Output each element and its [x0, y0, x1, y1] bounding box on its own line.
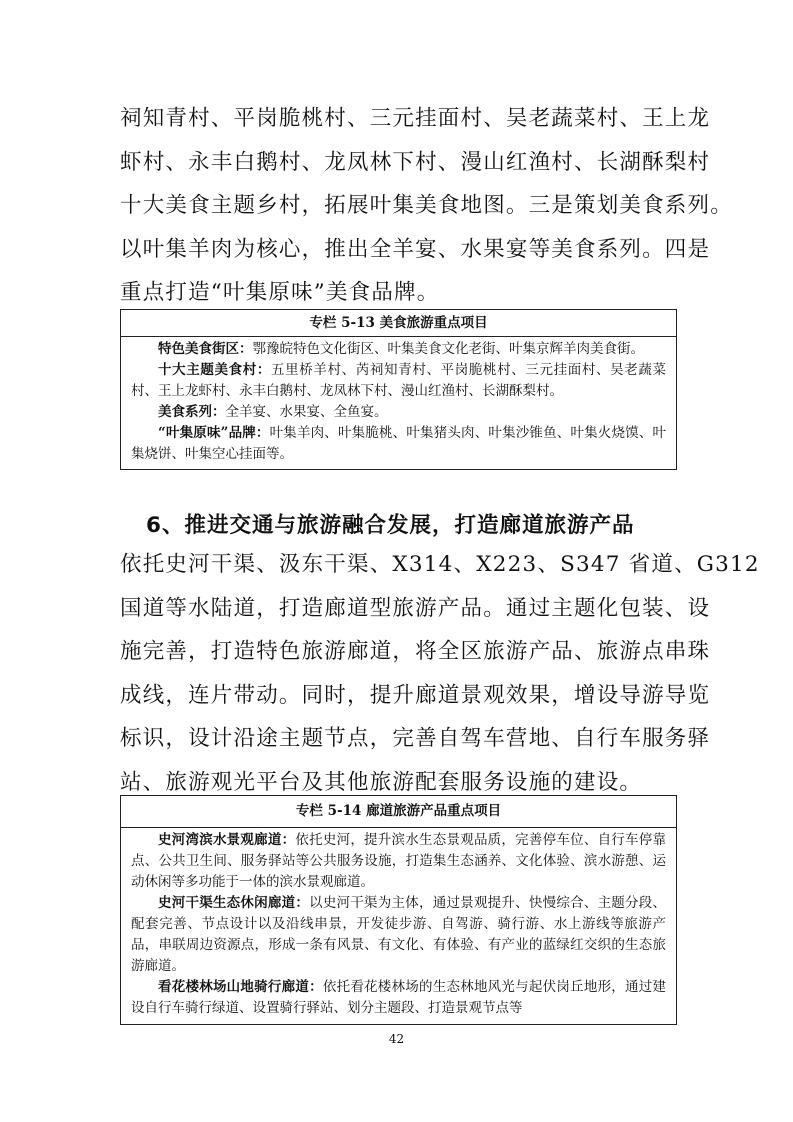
- section-heading: 6、推进交通与旅游融合发展，打造廊道旅游产品: [146, 513, 635, 538]
- box-title: 专栏 5-14 廊道旅游产品重点项目: [121, 796, 676, 828]
- box-item-text: 五里桥羊村、芮祠知青村、平岗脆桃村、三元挂面村、吴老蔬菜村、王上龙虾村、永丰白鹅村、龙凤林下村、漫山红渔村、长湖酥梨村。: [131, 362, 667, 399]
- box-item-label: 十大主题美食村：: [158, 362, 272, 378]
- box-item-text: 依托史河，提升滨水生态景观品质，完善停车位、自行车停靠点、公共卫生间、服务驿站等公共服务设施，打造集生态涵养、文化体验、滨水游憩、运动休闲等多功能于一体的滨水景观廊道。: [131, 832, 667, 890]
- box-item-text: 叶集羊肉、叶集脆桃、叶集猪头肉、叶集沙锥鱼、叶集火烧馍、叶集烧饼、叶集空心挂面等。: [131, 425, 667, 462]
- text-line: 站、旅游观光平台及其他旅游配套服务设施的建设。: [120, 769, 643, 795]
- box-body: [121, 337, 676, 469]
- text-line: 标识，设计沿途主题节点，完善自驾车营地、自行车服务驿: [120, 726, 711, 751]
- box-item: [131, 830, 666, 893]
- body-paragraph-2: [120, 543, 760, 804]
- box-item-label: 史河湾滨水景观廊道：: [158, 832, 296, 848]
- text-line: 虾村、永丰白鹅村、龙凤林下村、漫山红渔村、长湖酥梨村: [120, 149, 711, 175]
- box-item: [131, 893, 666, 977]
- box-item-text: 以史河干渠为主体，通过景观提升、快慢综合、主题分段、配套完善、节点设计以及沿线串景，开发徒步游、自驾游、骑行游、水上游线等旅游产品，串联周边资源点，形成一条有风景、有文化、有体验、有产业的蓝绿红交织的生态旅游廊道。: [131, 895, 667, 974]
- text-line: 施完善，打造特色旅游廊道，将全区旅游产品、旅游点串珠: [120, 639, 711, 664]
- box-item-text: 依托看花楼林场的生态林地风光与起伏岗丘地形，通过建设自行车骑行绿道、设置骑行驿站、划分主题段、打造景观节点等: [131, 979, 667, 1016]
- box-item-label: 特色美食街区：: [158, 341, 253, 357]
- sidebar-box-5-13: [120, 309, 677, 470]
- box-item: [131, 977, 666, 1019]
- sidebar-box-5-14: [120, 795, 677, 1025]
- box-item: [131, 402, 666, 423]
- box-item-label: “叶集原味”品牌：: [158, 425, 270, 441]
- box-item-text: 鄂豫皖特色文化街区、叶集美食文化老街、叶集京辉羊肉美食街。: [252, 341, 644, 357]
- text-line: 十大美食主题乡村，拓展叶集美食地图。三是策划美食系列。: [120, 193, 733, 218]
- box-title: 专栏 5-13 美食旅游重点项目: [121, 310, 676, 337]
- text-line: 以叶集羊肉为核心，推出全羊宴、水果宴等美食系列。四是: [120, 236, 711, 262]
- text-line: 成线，连片带动。同时，提升廊道景观效果，增设导游导览: [120, 682, 711, 708]
- body-paragraph-1: [120, 97, 733, 315]
- box-item-text: 全羊宴、水果宴、全鱼宴。: [225, 404, 388, 420]
- box-item: [131, 339, 666, 360]
- box-item-label: 看花楼林场山地骑行廊道：: [158, 979, 323, 995]
- box-body: [121, 828, 676, 1023]
- text-line: 依托史河干渠、汲东干渠、X314、X223、S347 省道、G312: [120, 552, 760, 577]
- box-item-label: 史河干渠生态休闲廊道：: [158, 895, 310, 911]
- box-item: [131, 423, 666, 465]
- text-line: 祠知青村、平岗脆桃村、三元挂面村、吴老蔬菜村、王上龙: [120, 106, 711, 131]
- text-line: 重点打造“叶集原味”美食品牌。: [120, 280, 440, 305]
- box-item-label: 美食系列：: [158, 404, 226, 420]
- box-item: [131, 360, 666, 402]
- page-number: 42: [388, 1032, 405, 1046]
- text-line: 国道等水陆道，打造廊道型旅游产品。通过主题化包装、设: [120, 595, 711, 621]
